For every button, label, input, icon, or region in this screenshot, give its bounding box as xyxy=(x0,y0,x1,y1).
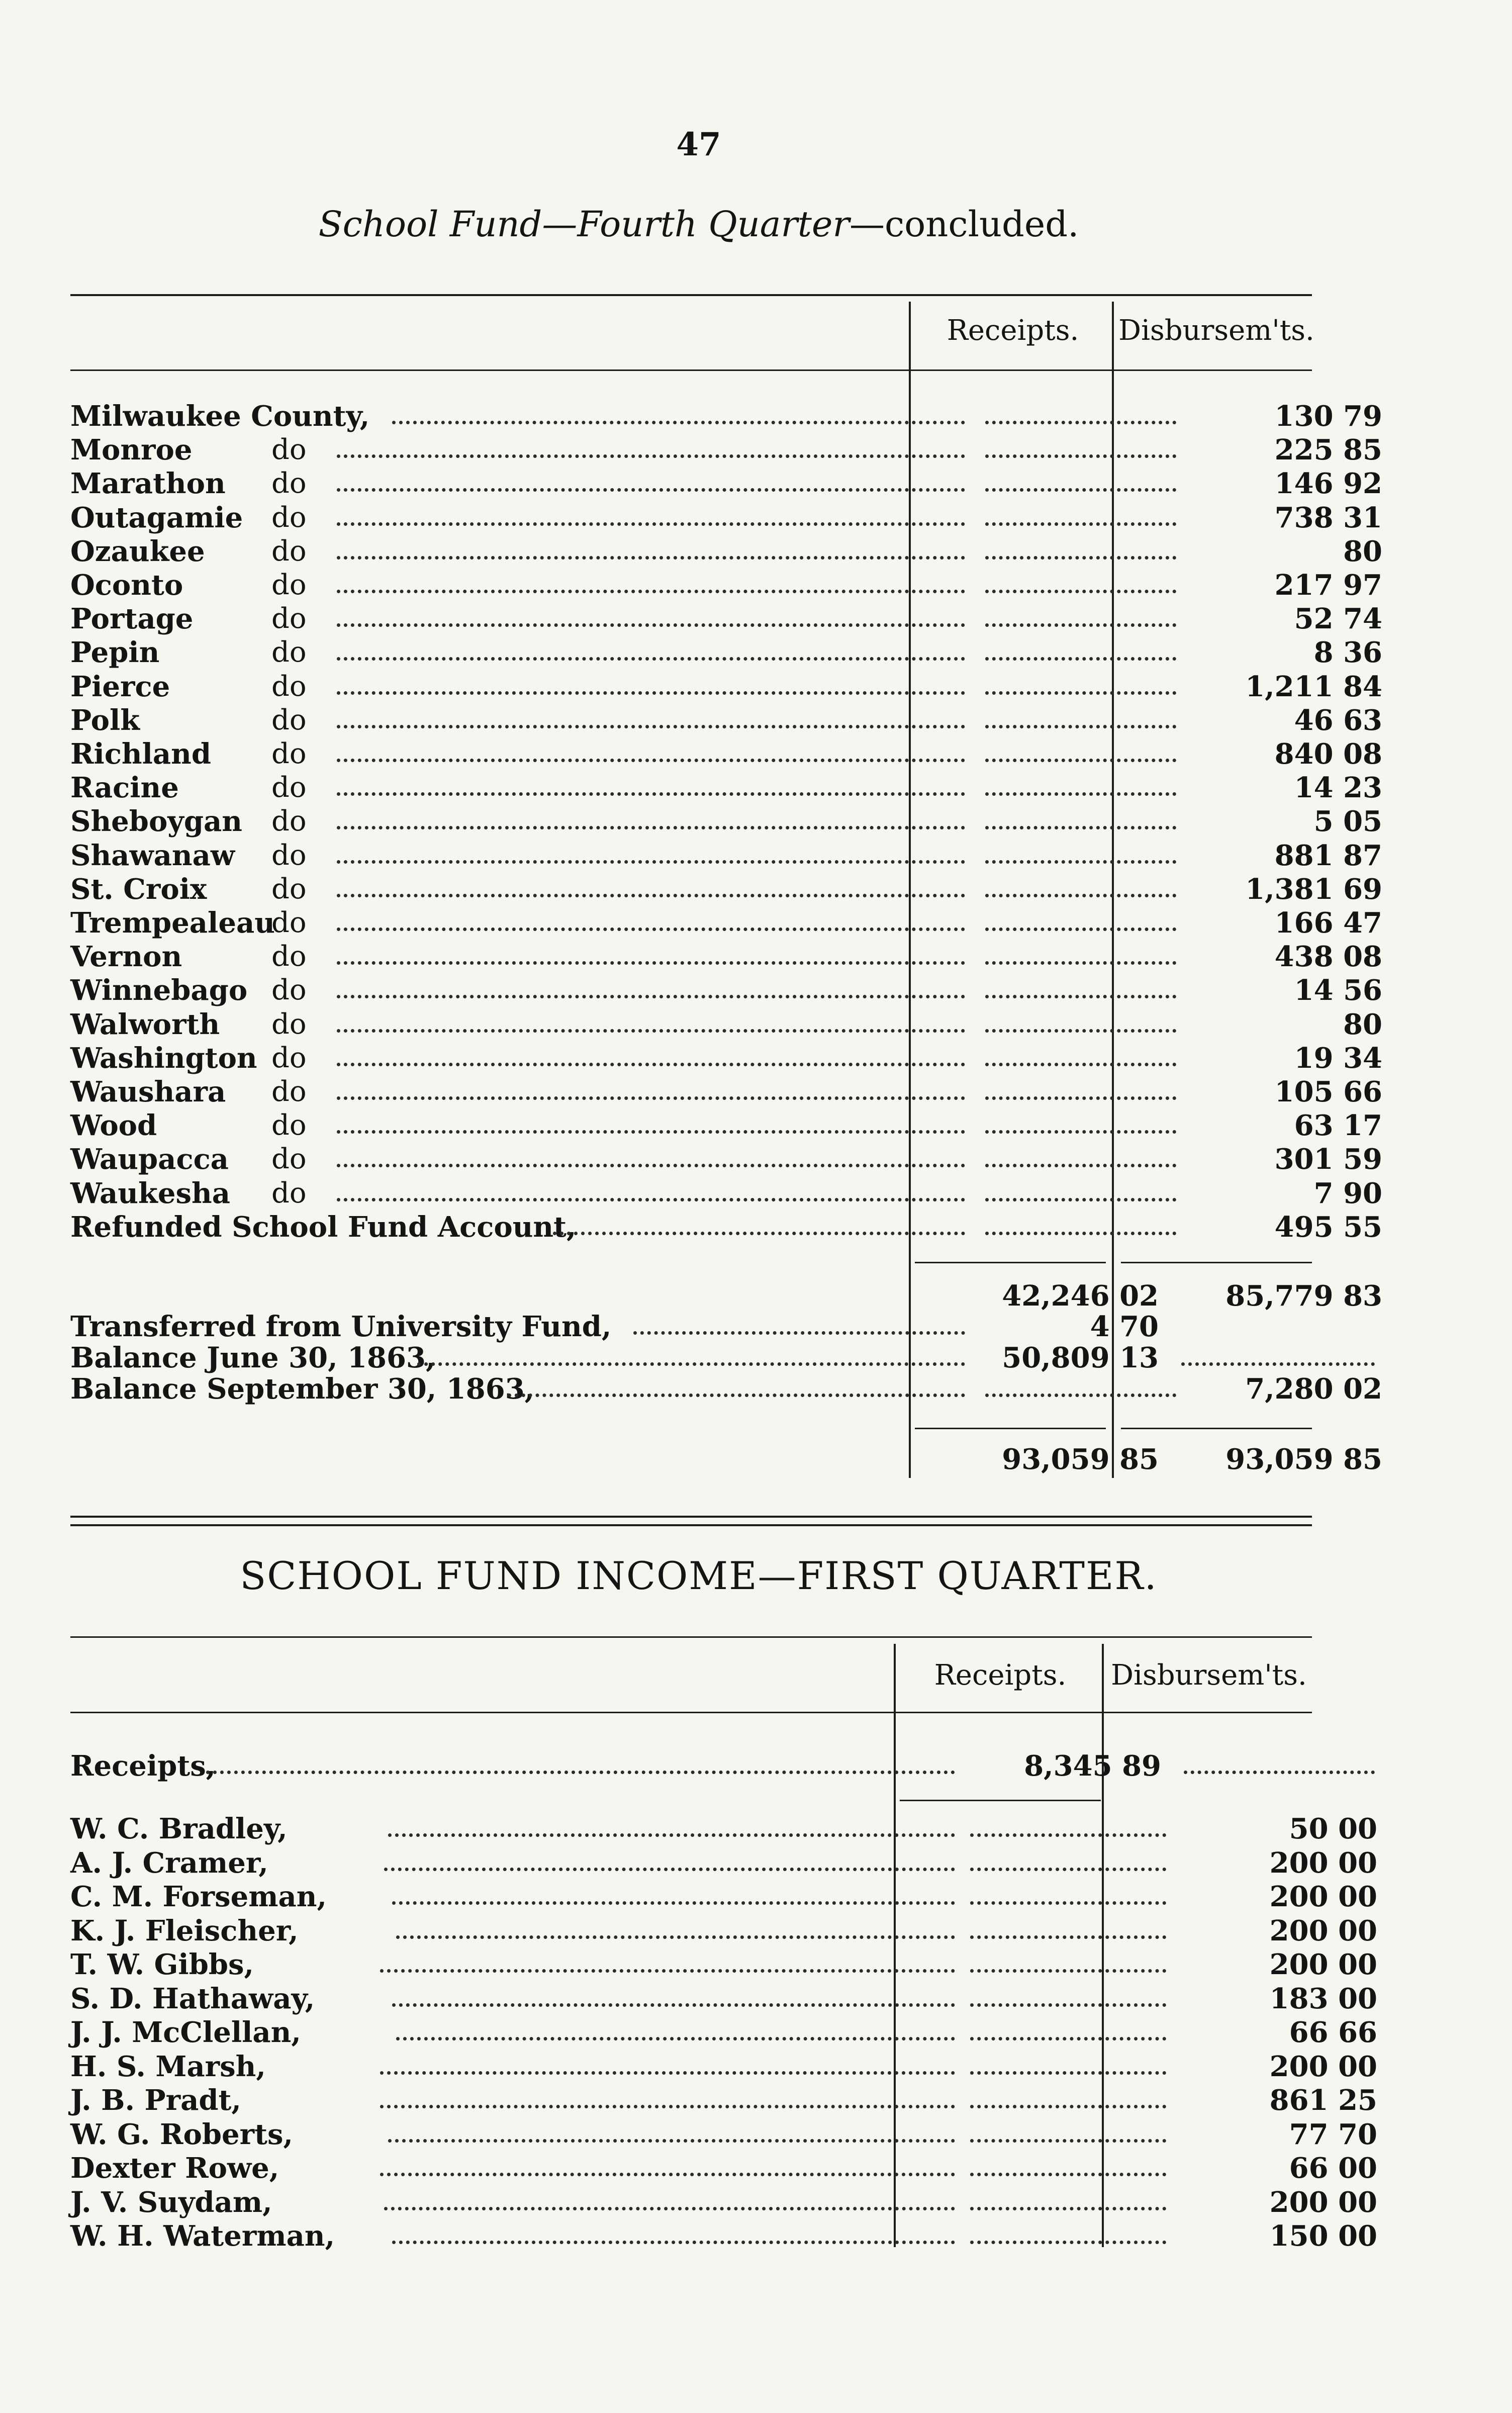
row-ditto: do xyxy=(271,1075,307,1108)
table-row xyxy=(70,1812,1377,1845)
table-row xyxy=(70,1846,1377,1880)
row-name: H. S. Marsh, xyxy=(70,2050,266,2083)
title-suffix: —concluded. xyxy=(849,204,1079,245)
row-disbursement: 130 79 xyxy=(1274,400,1382,433)
table-row xyxy=(70,1880,1377,1913)
table-row xyxy=(70,1176,1382,1210)
row-disbursement: 438 08 xyxy=(1274,940,1382,974)
row-disbursement: 200 00 xyxy=(1269,1948,1377,1981)
subtotal-row xyxy=(70,1279,1382,1313)
row-ditto: do xyxy=(271,670,307,703)
table-row xyxy=(70,703,1382,737)
row-name: Shawanaw xyxy=(70,839,235,872)
row-ditto: do xyxy=(271,940,307,973)
table1-col-receipts: Receipts. xyxy=(947,314,1079,347)
row-name: Walworth xyxy=(70,1007,220,1041)
row-name: Winnebago xyxy=(70,974,248,1007)
row-disbursement: 46 63 xyxy=(1294,703,1382,737)
row-name: Ozaukee xyxy=(70,534,205,568)
receipts-value: 8,345 89 xyxy=(1024,1749,1161,1783)
row-ditto: do xyxy=(271,501,307,534)
row-disbursement: 14 56 xyxy=(1294,974,1382,1007)
total-rule-disb xyxy=(1121,1428,1312,1429)
subtotal-rule-disb xyxy=(1121,1262,1312,1263)
transferred-row xyxy=(70,1310,1317,1343)
row-name: Portage xyxy=(70,602,194,636)
row-name: J. J. McClellan, xyxy=(70,2016,301,2049)
subtotal-receipts: 42,246 02 xyxy=(1002,1279,1159,1313)
table-row xyxy=(70,1948,1377,1981)
row-ditto: do xyxy=(271,703,307,736)
row-disbursement: 217 97 xyxy=(1274,569,1382,602)
row-ditto: do xyxy=(271,737,307,770)
table1-top-rule xyxy=(70,294,1312,296)
row-ditto: do xyxy=(271,1007,307,1041)
table-row xyxy=(70,1982,1377,2015)
table-row xyxy=(70,974,1382,1007)
table-row xyxy=(70,2016,1377,2049)
table-row xyxy=(70,2117,1377,2151)
row-name: A. J. Cramer, xyxy=(70,1846,268,1880)
row-disbursement: 66 00 xyxy=(1289,2152,1377,2185)
row-name: Waukesha xyxy=(70,1176,230,1210)
section-double-rule-top xyxy=(70,1516,1312,1518)
transferred-label: Transferred from University Fund, xyxy=(70,1310,612,1343)
row-name: W. G. Roberts, xyxy=(70,2117,294,2151)
table-row xyxy=(70,1007,1382,1041)
row-ditto: do xyxy=(271,906,307,939)
row-ditto: do xyxy=(271,467,307,500)
table2-top-rule xyxy=(70,1636,1312,1638)
table-row xyxy=(70,805,1382,839)
row-disbursement: 200 00 xyxy=(1269,2050,1377,2083)
row-name: C. M. Forseman, xyxy=(70,1880,327,1913)
row-ditto: do xyxy=(271,569,307,601)
table-row xyxy=(70,839,1382,872)
row-name: Waushara xyxy=(70,1075,226,1108)
row-name: Pierce xyxy=(70,670,170,703)
table-row xyxy=(70,1914,1377,1947)
row-ditto: do xyxy=(271,534,307,568)
row-name: J. V. Suydam, xyxy=(70,2185,272,2219)
row-name: Polk xyxy=(70,703,140,737)
row-disbursement: 80 xyxy=(1343,534,1382,568)
row-name: Richland xyxy=(70,737,212,771)
row-name: Wood xyxy=(70,1109,157,1143)
row-ditto: do xyxy=(271,872,307,905)
row-name: Sheboygan xyxy=(70,805,242,839)
table-row xyxy=(70,940,1382,974)
table-row xyxy=(70,1041,1382,1075)
row-name: Vernon xyxy=(70,940,182,974)
table-row xyxy=(70,737,1382,771)
balance-sept-row xyxy=(70,1372,1382,1406)
table-row xyxy=(70,670,1382,703)
table-row xyxy=(70,467,1382,501)
table-row xyxy=(70,2084,1377,2117)
row-ditto: do xyxy=(271,636,307,669)
row-disbursement: 200 00 xyxy=(1269,2185,1377,2219)
table-row xyxy=(70,2050,1377,2083)
row-disbursement: 225 85 xyxy=(1274,433,1382,467)
row-name: Trempealeau xyxy=(70,906,275,940)
row-ditto: do xyxy=(271,839,307,872)
row-disbursement: 66 66 xyxy=(1289,2016,1377,2049)
table-row xyxy=(70,1075,1382,1108)
table-row xyxy=(70,636,1382,670)
row-name: W. C. Bradley, xyxy=(70,1812,288,1845)
row-disbursement: 861 25 xyxy=(1269,2084,1377,2117)
balance-sept-label: Balance September 30, 1863, xyxy=(70,1372,535,1406)
row-name: Refunded School Fund Account, xyxy=(70,1210,577,1244)
table-row xyxy=(70,400,1382,433)
row-disbursement: 52 74 xyxy=(1294,602,1382,636)
row-disbursement: 50 00 xyxy=(1289,1812,1377,1845)
row-disbursement: 495 55 xyxy=(1274,1210,1382,1244)
row-name: Pepin xyxy=(70,636,160,670)
row-name: S. D. Hathaway, xyxy=(70,1982,315,2015)
row-name: W. H. Waterman, xyxy=(70,2219,335,2253)
row-name: Washington xyxy=(70,1041,257,1075)
table-row xyxy=(70,2185,1377,2219)
row-ditto: do xyxy=(271,1109,307,1142)
table2-col-receipts: Receipts. xyxy=(934,1659,1067,1692)
row-disbursement: 738 31 xyxy=(1274,501,1382,534)
balance-june-row xyxy=(70,1341,1317,1374)
row-ditto: do xyxy=(271,771,307,804)
row-name: Milwaukee County, xyxy=(70,400,370,433)
row-ditto: do xyxy=(271,602,307,635)
balance-june-label: Balance June 30, 1863, xyxy=(70,1341,436,1374)
row-ditto: do xyxy=(271,433,307,467)
section-title-first-quarter: SCHOOL FUND INCOME—FIRST QUARTER. xyxy=(240,1553,1158,1598)
row-ditto: do xyxy=(271,1041,307,1074)
table-row xyxy=(70,1210,1382,1244)
balance-sept-disbursements: 7,280 02 xyxy=(1245,1372,1382,1406)
row-name: Marathon xyxy=(70,467,226,501)
total-disbursements: 93,059 85 xyxy=(1225,1443,1382,1476)
row-ditto: do xyxy=(271,1176,307,1210)
row-disbursement: 63 17 xyxy=(1294,1109,1382,1143)
row-ditto: do xyxy=(271,974,307,1007)
row-disbursement: 840 08 xyxy=(1274,737,1382,771)
table-row xyxy=(70,569,1382,602)
total-row xyxy=(70,1443,1382,1476)
subtotal-disbursements: 85,779 83 xyxy=(1225,1279,1382,1313)
table-row xyxy=(70,872,1382,906)
row-name: Dexter Rowe, xyxy=(70,2152,279,2185)
total-rule-receipts xyxy=(915,1428,1106,1429)
row-name: T. W. Gibbs, xyxy=(70,1948,254,1981)
row-disbursement: 200 00 xyxy=(1269,1846,1377,1880)
row-disbursement: 80 xyxy=(1343,1007,1382,1041)
row-ditto: do xyxy=(271,805,307,838)
receipts-row xyxy=(70,1749,1317,1783)
table1-col-disbursements: Disbursem'ts. xyxy=(1118,314,1314,347)
receipts-rule xyxy=(900,1800,1101,1801)
row-ditto: do xyxy=(271,1143,307,1176)
row-disbursement: 183 00 xyxy=(1269,1982,1377,2015)
row-disbursement: 301 59 xyxy=(1274,1143,1382,1176)
balance-june-receipts: 50,809 13 xyxy=(1002,1341,1159,1374)
row-disbursement: 14 23 xyxy=(1294,771,1382,805)
row-disbursement: 1,381 69 xyxy=(1245,872,1382,906)
row-name: Oconto xyxy=(70,569,183,602)
table-row xyxy=(70,906,1382,940)
row-name: Monroe xyxy=(70,433,193,467)
table-row xyxy=(70,534,1382,568)
row-name: K. J. Fleischer, xyxy=(70,1914,299,1947)
row-name: J. B. Pradt, xyxy=(70,2084,241,2117)
section-double-rule-bottom xyxy=(70,1524,1312,1526)
row-disbursement: 8 36 xyxy=(1313,636,1382,670)
row-name: St. Croix xyxy=(70,872,207,906)
table-row xyxy=(70,1109,1382,1143)
row-disbursement: 881 87 xyxy=(1274,839,1382,872)
row-disbursement: 200 00 xyxy=(1269,1880,1377,1913)
table-row xyxy=(70,433,1382,467)
row-disbursement: 19 34 xyxy=(1294,1041,1382,1075)
receipts-label: Receipts, xyxy=(70,1749,216,1783)
row-disbursement: 1,211 84 xyxy=(1245,670,1382,703)
row-disbursement: 150 00 xyxy=(1269,2219,1377,2253)
table-row xyxy=(70,2152,1377,2185)
row-disbursement: 77 70 xyxy=(1289,2117,1377,2151)
row-disbursement: 200 00 xyxy=(1269,1914,1377,1947)
table-row xyxy=(70,602,1382,636)
total-receipts: 93,059 85 xyxy=(1002,1443,1159,1476)
row-name: Waupacca xyxy=(70,1143,229,1176)
table1-header-rule xyxy=(70,369,1312,371)
row-disbursement: 105 66 xyxy=(1274,1075,1382,1108)
title-italic: School Fund—Fourth Quarter xyxy=(318,204,849,245)
subtotal-rule-receipts xyxy=(915,1262,1106,1263)
table2-header-rule xyxy=(70,1712,1312,1713)
row-name: Outagamie xyxy=(70,501,243,534)
page-number: 47 xyxy=(676,126,721,163)
table-row xyxy=(70,771,1382,805)
row-disbursement: 5 05 xyxy=(1313,805,1382,839)
row-disbursement: 146 92 xyxy=(1274,467,1382,501)
table-row xyxy=(70,2219,1377,2253)
table-row xyxy=(70,1143,1382,1176)
transferred-receipts: 4 70 xyxy=(1090,1310,1159,1343)
row-disbursement: 7 90 xyxy=(1313,1176,1382,1210)
table-row xyxy=(70,501,1382,534)
table2-col-disbursements: Disbursem'ts. xyxy=(1111,1659,1307,1692)
row-name: Racine xyxy=(70,771,179,805)
row-disbursement: 166 47 xyxy=(1274,906,1382,940)
section-title-fourth-quarter xyxy=(0,204,1397,245)
